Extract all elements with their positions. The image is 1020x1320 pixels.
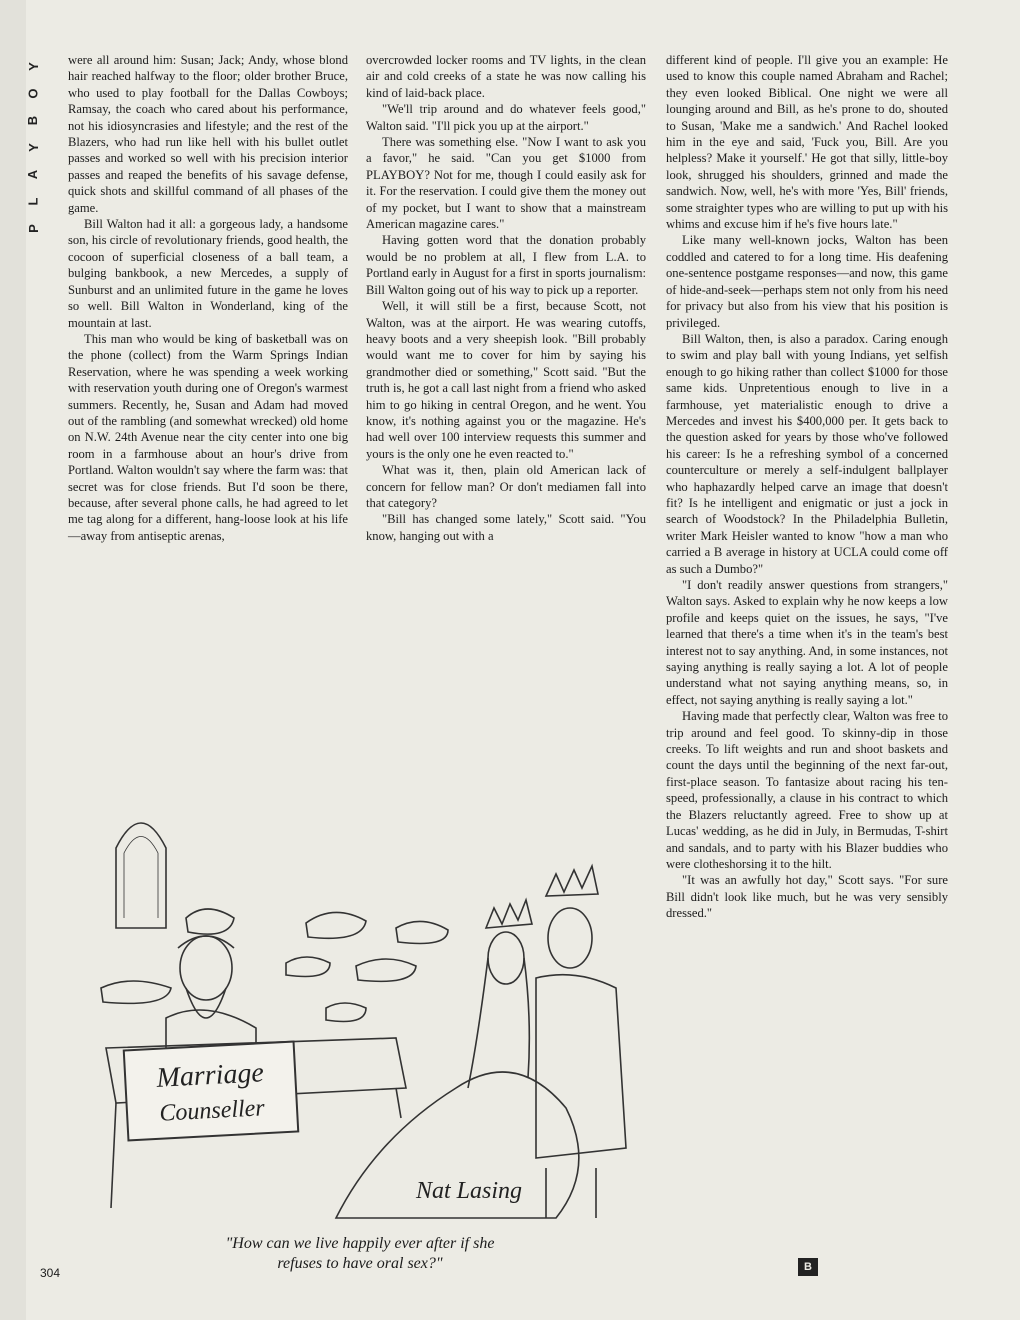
paragraph: "We'll trip around and do whatever feels good," Walton said. "I'll pick you up at the airport." bbox=[366, 102, 646, 133]
wall-stone bbox=[186, 909, 234, 934]
caption-line: refuses to have oral sex?" bbox=[277, 1255, 443, 1272]
paragraph: "Bill has changed some lately," Scott said. "You know, hanging out with a bbox=[366, 512, 646, 543]
paragraph: different kind of people. I'll give you an example: He used to know this couple named Abraham and Rachel; they even looked Biblical. One night we were all lounging around and Bill, as he's prone to do, shouted to Susan, 'Make me a sandwich.' And Rachel looked him in the eye and said, 'Fuck you, Bill. Are you helpless? Make it yourself.' He got that silly, little-boy look, shrugged his shoulders, grinned and made the sandwich. Now, well, he's with more 'Yes, Bill' friends, some straighter types who are willing to put up with his whims and excuse him if he's five hours late." bbox=[666, 53, 948, 232]
paragraph: "I don't readily answer questions from strangers," Walton says. Asked to explain why he now keeps a low profile and keeps quiet on the issues, he says, "I've learned that there's a time when it's in the team's best interest not to say anything. And, in some instances, not saying anything is really saying a lot. A lot of people understand what not saying anything means, so, in effect, not saying anything is really saying a lot." bbox=[666, 578, 948, 707]
end-mark-icon: B bbox=[798, 1258, 818, 1276]
wall-stone bbox=[286, 957, 330, 977]
page-number: 304 bbox=[40, 1266, 61, 1280]
paragraph: "It was an awfully hot day," Scott says. "For sure Bill didn't look like much, but he was very sensibly dressed." bbox=[666, 873, 948, 921]
king-head bbox=[548, 908, 592, 968]
wall-stone bbox=[396, 921, 448, 943]
wall-stone bbox=[326, 1003, 366, 1022]
paragraph: Bill Walton had it all: a gorgeous lady, a handsome son, his circle of revolutionary friends, good health, the cocoon of superficial closeness of a ball team, a bulging bankbook, a new Mercedes, a supply of Sunburst and an unlimited future in the game he loves so well. Bill Walton in Wonderland, king of the mountain at last. bbox=[68, 217, 348, 330]
window bbox=[116, 823, 166, 928]
mag-letter: O bbox=[25, 88, 41, 99]
wall-stone bbox=[306, 912, 366, 938]
caption-line: "How can we live happily ever after if she bbox=[225, 1235, 495, 1252]
paragraph: Bill Walton, then, is also a paradox. Caring enough to swim and play ball with young Indians, yet selfish enough to go hiking rather than collect $1000 for those same kids. Unpretentious enough to live in a farmhouse, yet materialistic enough to drive a Mercedes and invest his $400,000 per. It gets back to the question asked for years by those who've followed his career: Is he a refreshing symbol of a concerned counterculture or merely a self-indulgent ballplayer who haphazardly helped carve an image that doesn't fit? Is he intelligent and enigmatic or just a jock in search of Woodstock? In the Philadelphia Bulletin, writer Mark Heisler wanted to know "how a man who carried a B average in history at UCLA could come off as such a Dumbo?" bbox=[666, 331, 948, 576]
paragraph: Like many well-known jocks, Walton has been coddled and catered to for a long time. His deafening one-sentence postgame responses—and now, this game of hide-and-seek—perhaps stem not only from his need for privacy but also from his view that his position is privileged. bbox=[666, 233, 948, 330]
sign-line-1: Marriage bbox=[155, 1057, 265, 1094]
mag-letter: B bbox=[25, 115, 41, 126]
marriage-counseller-sign bbox=[124, 1042, 298, 1141]
mag-letter: L bbox=[25, 197, 41, 206]
counsellor-head bbox=[180, 936, 232, 1000]
paragraph: This man who would be king of basketball was on the phone (collect) from the Warm Springs Indian Reservation, where he was spending a week working with reservation youth during one of Oregon's warmest summers. Recently, he, Susan and Adam had moved out of the rambling (and somewhat wrecked) old home on N.W. 24th Avenue near the city center into one big room in a farmhouse about an hour's drive from Portland. Walton wouldn't say where the farm was: that secret was for close friends. But I'd soon be there, because, after several phone calls, he had agreed to let me tag along for a different, hang-loose look at his life—away from antiseptic arenas, bbox=[68, 331, 348, 543]
cartoon-caption bbox=[150, 1234, 570, 1274]
paragraph: There was something else. "Now I want to ask you a favor," he said. "Can you get $1000 from PLAYBOY? Not for me, though I could easily ask for it. For the reservation. I could give them the money out of my pocket, but I want to show that a mainstream American magazine cares." bbox=[366, 135, 646, 232]
wall-stone bbox=[356, 959, 416, 981]
mag-letter: Y bbox=[25, 62, 41, 71]
article-column-1 bbox=[68, 52, 348, 544]
crown bbox=[486, 900, 532, 928]
cartoon-illustration bbox=[96, 788, 646, 1228]
paragraph: overcrowded locker rooms and TV lights, in the clean air and cold creeks of a state he was now calling his kind of laid-back place. bbox=[366, 53, 646, 100]
paragraph: Having gotten word that the donation probably would be no problem at all, I flew from L.A. to Portland early in August for a first in sports journalism: Bill Walton going out of his way to pick up a reporter. bbox=[366, 233, 646, 297]
mag-letter: Y bbox=[25, 143, 41, 152]
crown bbox=[546, 866, 598, 896]
mag-letter: P bbox=[25, 224, 41, 233]
magazine-name-vertical bbox=[20, 60, 46, 235]
article-column-3 bbox=[666, 52, 948, 922]
mag-letter: A bbox=[25, 169, 41, 180]
paragraph: Well, it will still be a first, because Scott, not Walton, was at the airport. He was wearing cutoffs, heavy boots and a very sheepish look. "Bill probably would want me to cover for him by saying his grandmother died or something," Scott said. "But the truth is, he got a call last night from a friend who asked him to go hiking in central Oregon, and he went. You know, it's nothing against you or the magazine. He's had well over 100 interview requests this summer and yours is the only one he even reacted to." bbox=[366, 299, 646, 461]
artist-signature: Nat Lasing bbox=[416, 1178, 523, 1204]
sign-line-2: Counseller bbox=[158, 1095, 266, 1127]
queen-head bbox=[488, 932, 524, 984]
wall-stone bbox=[101, 981, 171, 1003]
article-column-2 bbox=[366, 52, 646, 544]
paragraph: were all around him: Susan; Jack; Andy, whose blond hair reached halfway to the floor; older brother Bruce, who used to play football for the Dallas Cowboys; Ramsay, the coach who cared about his performance, not his idiosyncrasies and lifestyle; and the rest of the Blazers, who had run like hell with his bullet outlet passes and worked so well with his precision interior passes and reaped the benefits of his savage defense, quick shots and skillful command of all phases of the game. bbox=[68, 53, 348, 215]
king-robe bbox=[536, 975, 626, 1158]
paragraph: What was it, then, plain old American lack of concern for fellow man? Or don't mediamen fall into that category? bbox=[366, 463, 646, 510]
paragraph: Having made that perfectly clear, Walton was free to trip around and feel good. To skinny-dip in those creeks. To lift weights and run and shoot baskets and count the days until the beginning of the next far-out, first-place season. To fantasize about racing his ten-speed, professionally, a clause in his contract to which the Blazers reluctantly agreed. Free to show up at Lucas' wedding, as he did in July, in Bermudas, T-shirt and sandals, and to party with his Blazer buddies who were clotheshorsing it to the hilt. bbox=[666, 709, 948, 871]
